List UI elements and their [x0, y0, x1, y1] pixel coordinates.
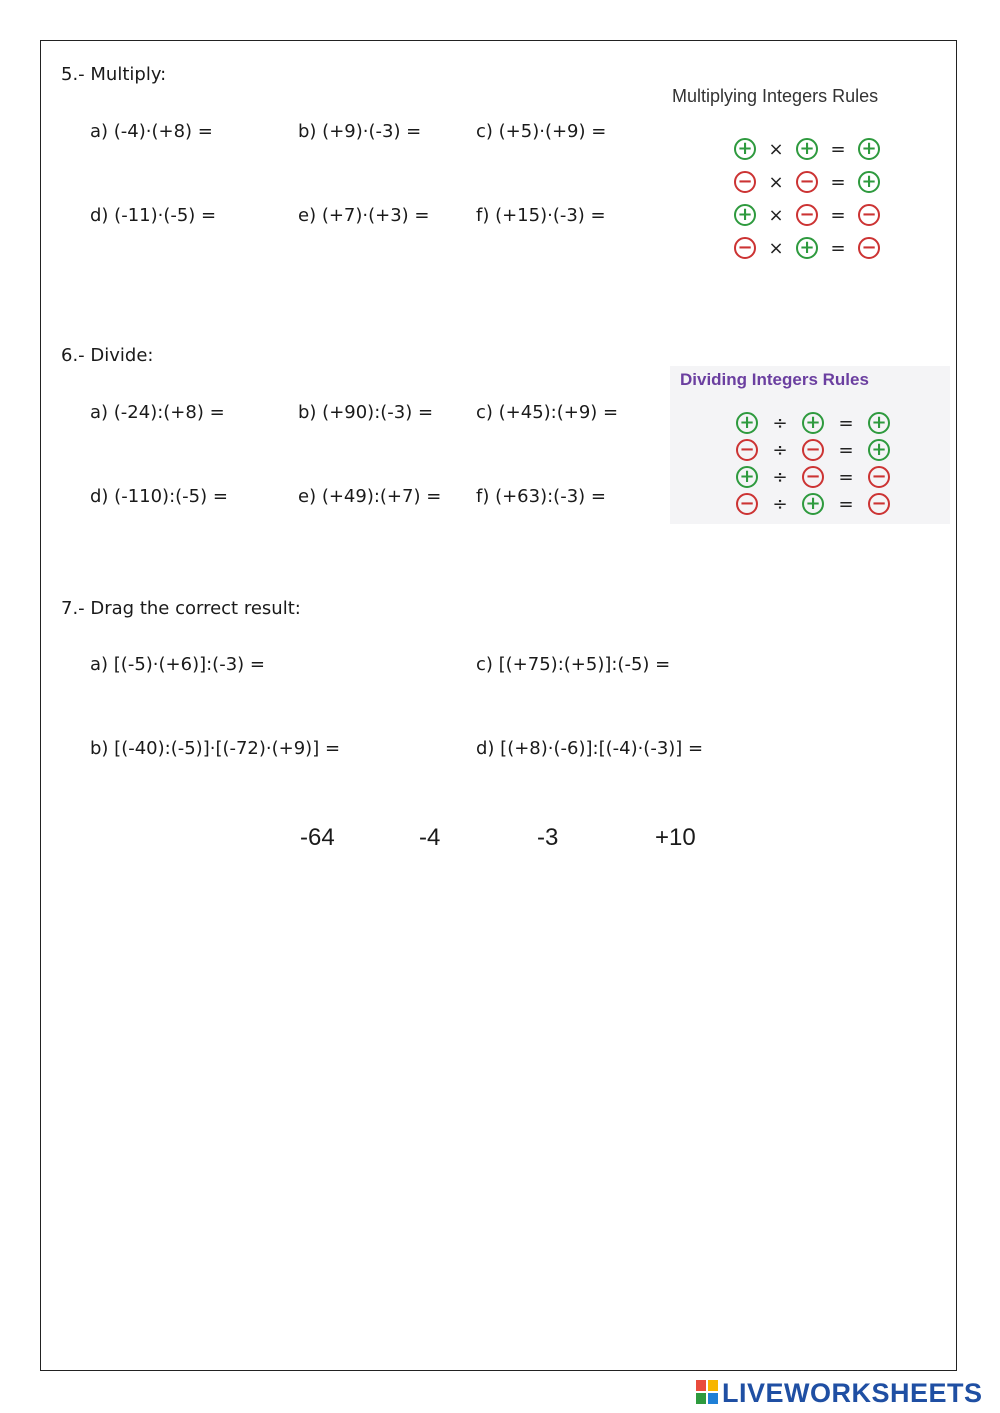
rule-row [736, 412, 890, 434]
rule-operator: ÷ [772, 439, 788, 461]
rule-operator: ÷ [772, 412, 788, 434]
rule-row [734, 171, 880, 193]
liveworksheets-logo[interactable] [696, 1378, 983, 1408]
liveworksheets-logo-text: LIVEWORKSHEETS [722, 1377, 983, 1408]
draggable-answer[interactable]: -64 [300, 824, 335, 851]
rule-row [734, 204, 880, 226]
rule-row [734, 138, 880, 160]
minus-sign-icon: − [802, 466, 824, 488]
plus-sign-icon: + [736, 412, 758, 434]
rule-operator: = [838, 466, 854, 488]
rule-operator: × [768, 138, 784, 160]
plus-sign-icon: + [734, 138, 756, 160]
draggable-answer[interactable]: -3 [537, 824, 559, 851]
dividing-rules-image [670, 366, 950, 524]
plus-sign-icon: + [868, 412, 890, 434]
mult-item-b: b) (+9)·(-3) = [298, 121, 422, 142]
rule-operator: = [830, 204, 846, 226]
combined-item-c[interactable]: c) [(+75):(+5)]:(-5) = [476, 654, 671, 675]
plus-sign-icon: + [858, 138, 880, 160]
rule-operator: = [830, 171, 846, 193]
liveworksheets-logo-icon [696, 1380, 720, 1406]
mult-item-a: a) (-4)·(+8) = [90, 121, 213, 142]
multiplying-rules-title: Multiplying Integers Rules [672, 86, 879, 106]
dividing-rules-title: Dividing Integers Rules [680, 370, 869, 389]
section6-heading: 6.- Divide: [61, 345, 154, 366]
draggable-answer[interactable]: -4 [419, 824, 441, 851]
div-item-b: b) (+90):(-3) = [298, 402, 434, 423]
plus-sign-icon: + [796, 138, 818, 160]
rule-operator: ÷ [772, 493, 788, 515]
rule-row [736, 466, 890, 488]
rule-operator: ÷ [772, 466, 788, 488]
div-item-c: c) (+45):(+9) = [476, 402, 619, 423]
div-item-d: d) (-110):(-5) = [90, 486, 228, 507]
div-item-a: a) (-24):(+8) = [90, 402, 225, 423]
combined-item-d[interactable]: d) [(+8)·(-6)]:[(-4)·(-3)] = [476, 738, 704, 759]
rule-operator: × [768, 171, 784, 193]
rule-operator: = [830, 138, 846, 160]
minus-sign-icon: − [736, 439, 758, 461]
section7-heading: 7.- Drag the correct result: [61, 598, 301, 619]
rule-operator: × [768, 237, 784, 259]
plus-sign-icon: + [734, 204, 756, 226]
minus-sign-icon: − [796, 171, 818, 193]
minus-sign-icon: − [868, 493, 890, 515]
div-item-e: e) (+49):(+7) = [298, 486, 442, 507]
minus-sign-icon: − [868, 466, 890, 488]
rule-operator: × [768, 204, 784, 226]
plus-sign-icon: + [802, 412, 824, 434]
multiplying-rules-image [668, 84, 938, 264]
plus-sign-icon: + [802, 493, 824, 515]
mult-item-d: d) (-11)·(-5) = [90, 205, 217, 226]
section5-heading: 5.- Multiply: [61, 64, 167, 85]
rule-row [736, 439, 890, 461]
draggable-answer[interactable]: +10 [655, 824, 696, 851]
minus-sign-icon: − [858, 204, 880, 226]
mult-item-c: c) (+5)·(+9) = [476, 121, 607, 142]
rule-row [736, 493, 890, 515]
mult-item-f: f) (+15)·(-3) = [476, 205, 606, 226]
rule-operator: = [838, 412, 854, 434]
minus-sign-icon: − [734, 171, 756, 193]
minus-sign-icon: − [858, 237, 880, 259]
minus-sign-icon: − [796, 204, 818, 226]
rule-operator: = [838, 439, 854, 461]
minus-sign-icon: − [736, 493, 758, 515]
mult-item-e: e) (+7)·(+3) = [298, 205, 430, 226]
plus-sign-icon: + [858, 171, 880, 193]
minus-sign-icon: − [734, 237, 756, 259]
rule-operator: = [830, 237, 846, 259]
plus-sign-icon: + [796, 237, 818, 259]
plus-sign-icon: + [736, 466, 758, 488]
rule-operator: = [838, 493, 854, 515]
combined-item-a[interactable]: a) [(-5)·(+6)]:(-3) = [90, 654, 265, 675]
plus-sign-icon: + [868, 439, 890, 461]
div-item-f: f) (+63):(-3) = [476, 486, 606, 507]
combined-item-b[interactable]: b) [(-40):(-5)]·[(-72)·(+9)] = [90, 738, 341, 759]
rule-row [734, 237, 880, 259]
minus-sign-icon: − [802, 439, 824, 461]
